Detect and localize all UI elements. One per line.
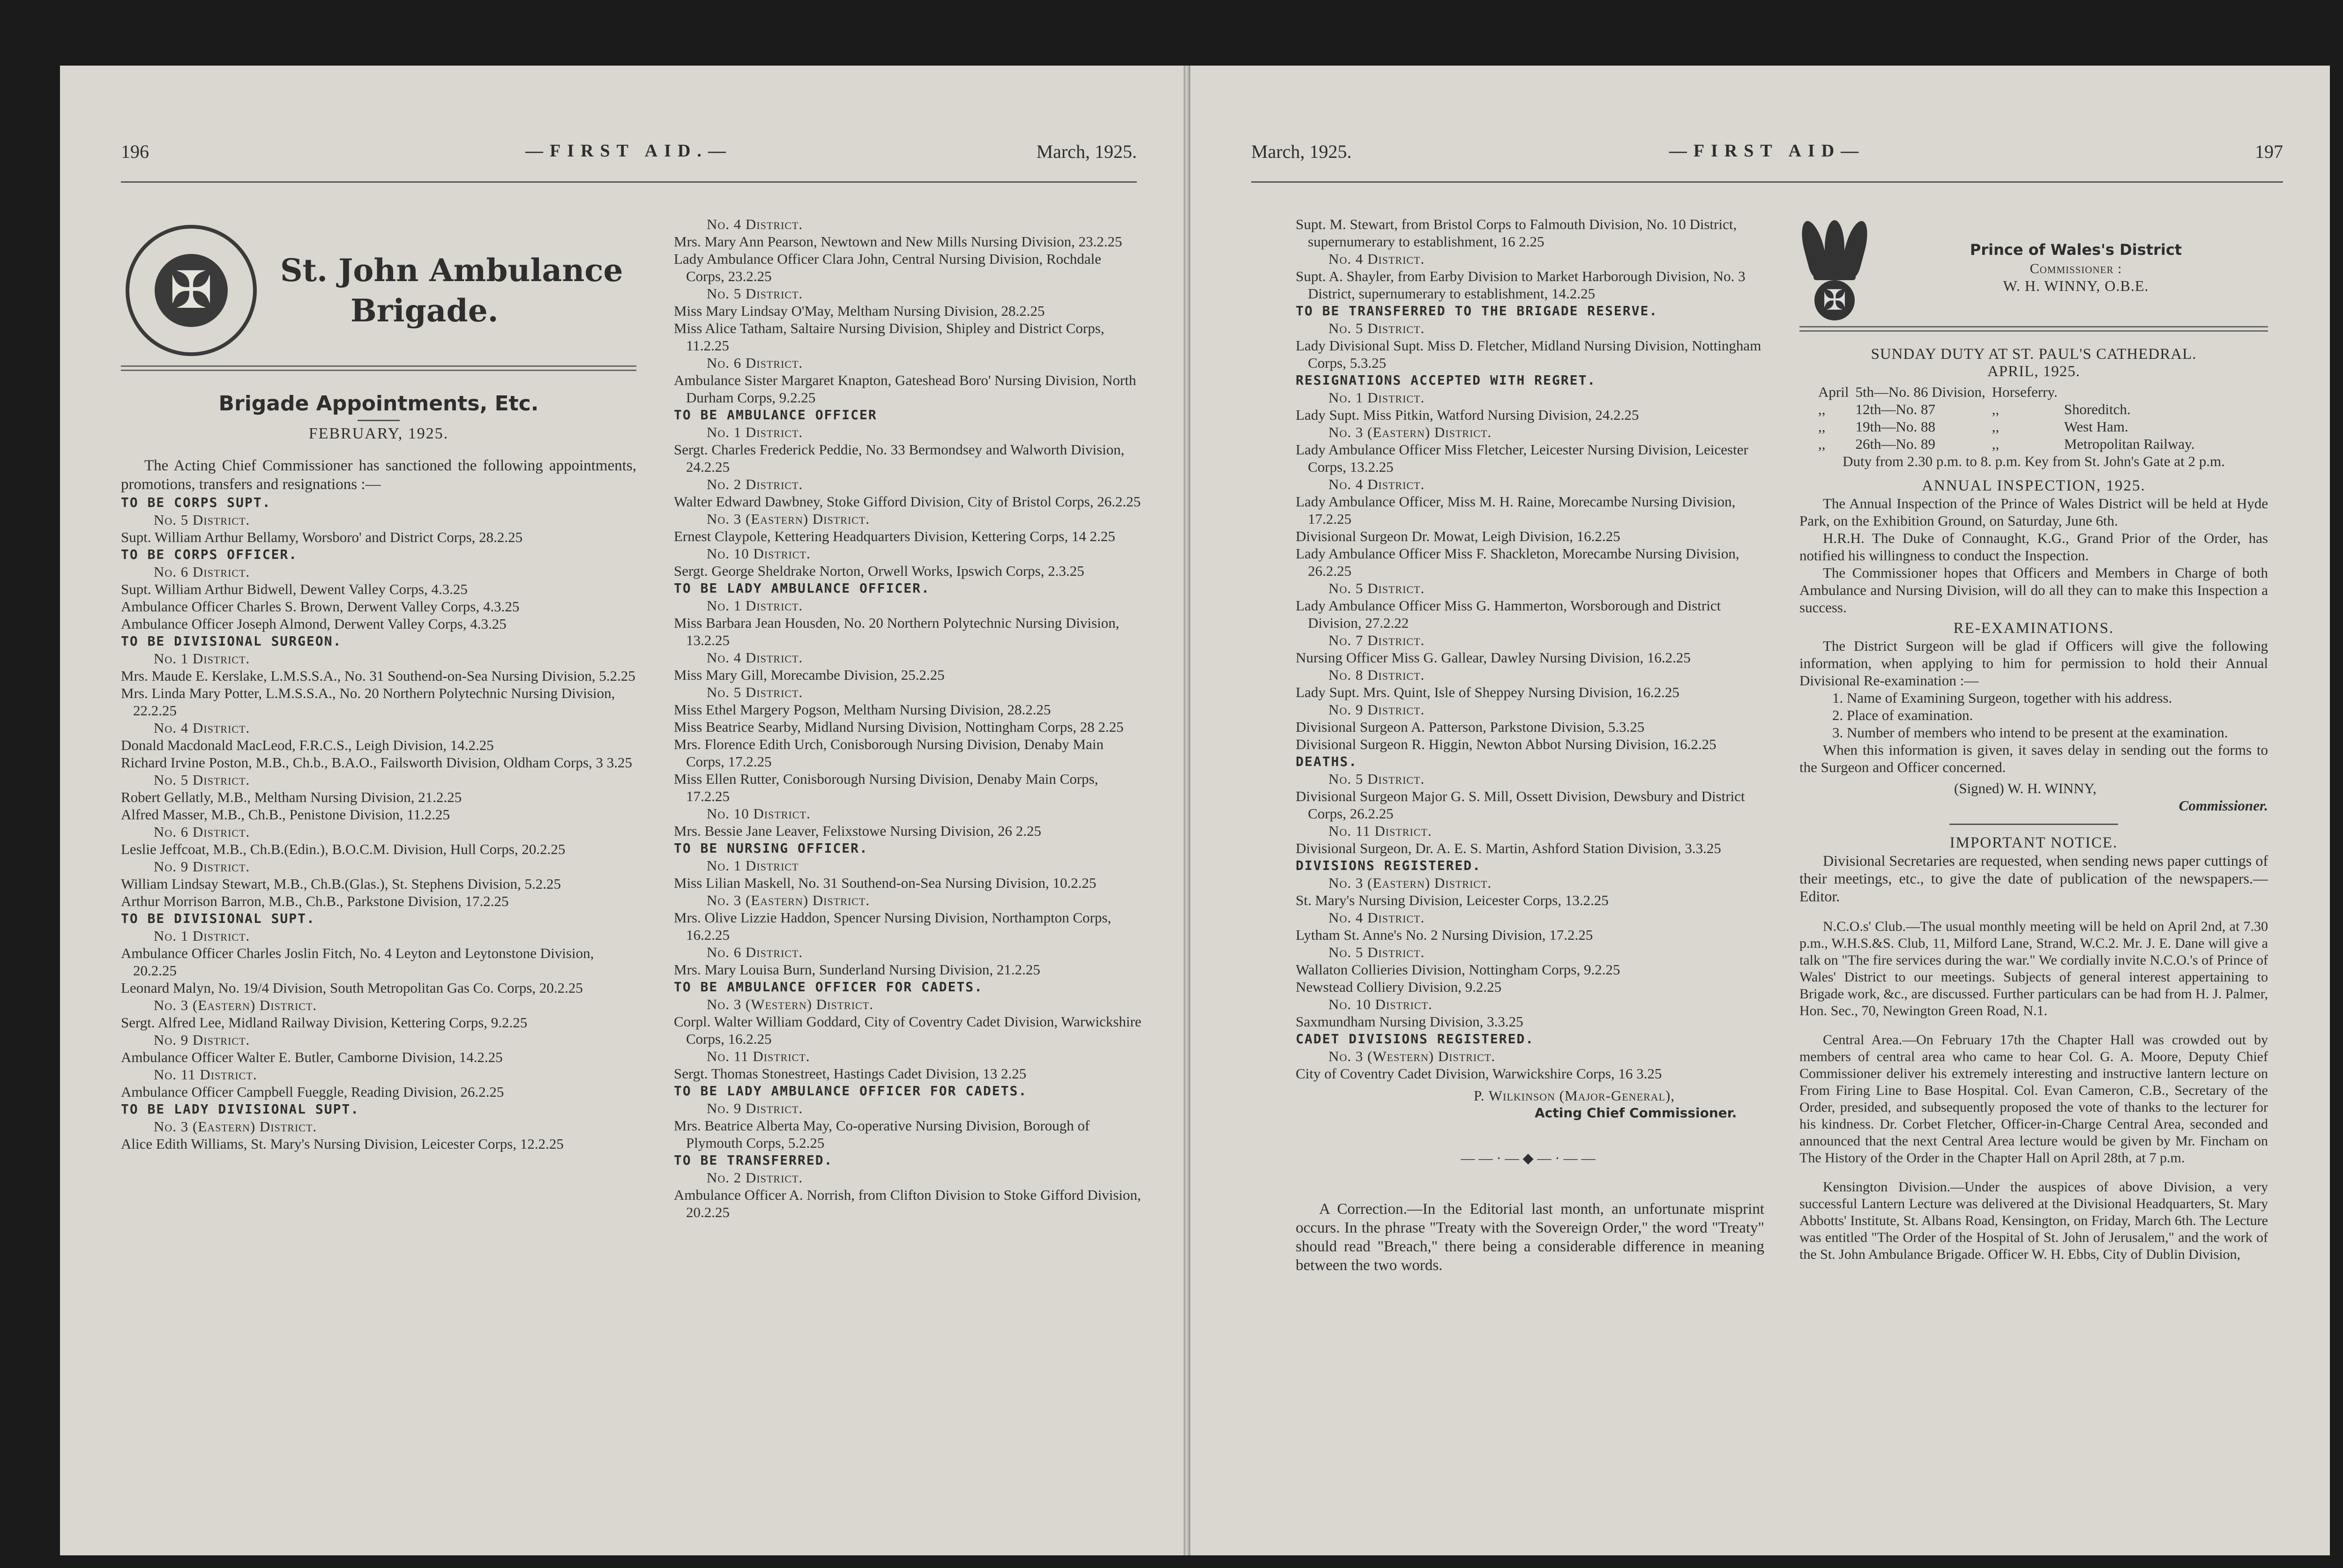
district-label: No. 5 District. xyxy=(154,512,250,528)
appointment-entry: Wallaton Collieries Division, Nottingham Corps, 9.2.25 xyxy=(1296,961,1620,978)
appointment-entry: Divisional Surgeon Dr. Mowat, Leigh Division, 16.2.25 xyxy=(1296,528,1620,544)
category-heading: DEATHS. xyxy=(1296,754,1358,769)
district-label: No. 5 District. xyxy=(1328,771,1425,787)
duty-cell: April xyxy=(1818,384,1849,400)
district-label: No. 11 District. xyxy=(1328,823,1432,839)
appointment-entry: Mrs. Olive Lizzie Haddon, Spencer Nursing Division, Northampton Corps, 16.2.25 xyxy=(674,909,1112,943)
category-heading: TO BE AMBULANCE OFFICER FOR CADETS. xyxy=(674,979,984,995)
district-label: No. 5 District. xyxy=(707,684,803,700)
duty-cell: 26th—No. 89 xyxy=(1855,436,1935,452)
appointment-entry: Supt. William Arthur Bellamy, Worsboro' and District Corps, 28.2.25 xyxy=(121,529,523,545)
district-label: No. 11 District. xyxy=(154,1066,257,1083)
commissioner-name: W. H. WINNY, O.B.E. xyxy=(2003,277,2149,294)
appointment-entry: Miss Alice Tatham, Saltaire Nursing Division, Shipley and District Corps, 11.2.25 xyxy=(674,320,1104,354)
appointment-entry: Lady Ambulance Officer Miss G. Hammerton, Worsborough and District Division, 27.2.22 xyxy=(1296,597,1721,631)
divider xyxy=(358,420,400,421)
appointment-entry: Walter Edward Dawbney, Stoke Gifford Division, City of Bristol Corps, 26.2.25 xyxy=(674,493,1141,510)
district-header xyxy=(1799,220,2268,314)
sunday-duty-title: SUNDAY DUTY AT ST. PAUL'S CATHEDRAL. xyxy=(1871,346,2197,363)
duty-cell: 12th—No. 87 xyxy=(1855,401,1935,417)
appointment-entry: Lytham St. Anne's No. 2 Nursing Division, 17.2.25 xyxy=(1296,927,1593,943)
duty-cell: ,, xyxy=(1818,436,1826,452)
appointment-entry: Mrs. Florence Edith Urch, Conisborough Nursing Division, Denaby Main Corps, 17.2.25 xyxy=(674,736,1104,770)
divider xyxy=(1799,330,2268,332)
district-label: No. 3 (Eastern) District. xyxy=(707,511,870,527)
district-label: No. 5 District. xyxy=(1328,944,1425,960)
appointment-entry: Ambulance Officer Joseph Almond, Derwent Valley Corps, 4.3.25 xyxy=(121,616,507,632)
appointments-list xyxy=(121,494,636,1152)
category-heading: TO BE AMBULANCE OFFICER xyxy=(674,407,877,423)
reexam-paragraph: When this information is given, it saves delay in sending out the forms to the Surgeon and Officer concerned. xyxy=(1799,742,2268,775)
duty-cell: ,, xyxy=(1818,418,1826,435)
district-label: No. 3 (Eastern) District. xyxy=(1328,875,1492,891)
right-column-2 xyxy=(1799,220,2268,1263)
correction-paragraph: A Correction.—In the Editorial last month, an unfortunate misprint occurs. In the phrase "Treaty with the Sovereign Order," the word "Treaty" should read "Breach," there being a considerable difference in meaning between the two words. xyxy=(1296,1201,1764,1274)
prince-of-wales-feathers-icon: ✠ xyxy=(1799,220,1870,314)
st-john-badge-icon: ✠ xyxy=(126,225,257,356)
masthead: —FIRST AID— xyxy=(1669,141,1865,161)
issue-date: March, 1925. xyxy=(1036,141,1137,162)
left-column-1 xyxy=(121,216,636,1152)
duty-cell: ,, xyxy=(1818,401,1826,417)
reexam-item: 2. Place of examination. xyxy=(1832,707,1973,723)
district-label: No. 10 District. xyxy=(707,805,811,822)
appointment-entry: Lady Ambulance Officer Clara John, Central Nursing Division, Rochdale Corps, 23.2.25 xyxy=(674,251,1101,284)
appointment-entry: Mrs. Mary Ann Pearson, Newtown and New Mills Nursing Division, 23.2.25 xyxy=(674,233,1122,250)
district-label: No. 2 District. xyxy=(707,1169,803,1186)
appointment-entry: Divisional Surgeon Major G. S. Mill, Ossett Division, Dewsbury and District Corps, 26.2.25 xyxy=(1296,788,1745,822)
category-heading: TO BE DIVISIONAL SUPT. xyxy=(121,911,315,926)
appointment-entry: Arthur Morrison Barron, M.B., Ch.B., Parkstone Division, 17.2.25 xyxy=(121,893,509,909)
district-label: No. 1 District. xyxy=(707,597,803,614)
district-label: No. 9 District. xyxy=(154,858,250,875)
district-label: No. 4 District. xyxy=(1328,909,1425,926)
district-label: No. 3 (Western) District. xyxy=(707,996,874,1012)
appointment-entry: Lady Ambulance Officer, Miss M. H. Raine, Morecambe Nursing Division, 17.2.25 xyxy=(1296,493,1736,527)
left-column-2 xyxy=(674,216,1142,1221)
district-label: No. 5 District. xyxy=(154,772,250,788)
appointment-entry: Nursing Officer Miss G. Gallear, Dawley Nursing Division, 16.2.25 xyxy=(1296,649,1691,666)
ornament-divider: ——·—◆—·—— xyxy=(1461,1151,1599,1166)
appointments-list xyxy=(674,216,1142,1221)
appointment-entry: Donald Macdonald MacLeod, F.R.C.S., Leigh Division, 14.2.25 xyxy=(121,737,494,753)
district-label: No. 4 District. xyxy=(1328,476,1425,492)
masthead: —FIRST AID.— xyxy=(525,141,732,161)
reexam-item: 3. Number of members who intend to be present at the examination. xyxy=(1832,724,2228,741)
appointment-entry: Lady Supt. Miss Pitkin, Watford Nursing Division, 24.2.25 xyxy=(1296,407,1639,423)
brigade-header xyxy=(126,225,636,356)
appointment-entry: Ambulance Officer Charles Joslin Fitch, No. 4 Leyton and Leytonstone Division, 20.2.25 xyxy=(121,945,594,979)
appointment-entry: Divisional Surgeon, Dr. A. E. S. Martin, Ashford Station Division, 3.3.25 xyxy=(1296,840,1721,856)
duty-table xyxy=(1818,383,2201,453)
kensington-paragraph: Kensington Division.—Under the auspices of above Division, a very successful Lantern Lecture was delivered at the Divisional Headquarters, St. Mary Abbotts' Institute, St. Albans Road, Kensington, on Friday, March 6th. The Lecture was entitled "The Order of the Hospital of St. John of Jerusalem," and the work of the St. John Ambulance Brigade. Officer W. H. Ebbs, City of Dublin Division, xyxy=(1799,1179,2268,1262)
appointment-entry: Leslie Jeffcoat, M.B., Ch.B.(Edin.), B.O.C.M. Division, Hull Corps, 20.2.25 xyxy=(121,841,566,857)
category-heading: TO BE CORPS SUPT. xyxy=(121,495,271,510)
section-title: Brigade Appointments, Etc. xyxy=(218,392,539,416)
appointment-entry: Miss Lilian Maskell, No. 31 Southend-on-Sea Nursing Division, 10.2.25 xyxy=(674,875,1097,891)
appointment-entry: Ambulance Officer Campbell Fueggle, Reading Division, 26.2.25 xyxy=(121,1084,504,1100)
appointment-entry: Ambulance Sister Margaret Knapton, Gateshead Boro' Nursing Division, North Durham Corps, 9.2.25 xyxy=(674,372,1136,406)
category-heading: TO BE CORPS OFFICER. xyxy=(121,547,298,562)
appointment-entry: Sergt. George Sheldrake Norton, Orwell Works, Ipswich Corps, 2.3.25 xyxy=(674,563,1084,579)
appointment-entry: Ambulance Officer Walter E. Butler, Camborne Division, 14.2.25 xyxy=(121,1049,503,1065)
appointment-entry: Sergt. Charles Frederick Peddie, No. 33 Bermondsey and Walworth Division, 24.2.25 xyxy=(674,441,1125,475)
appointment-entry: Corpl. Walter William Goddard, City of Coventry Cadet Division, Warwickshire Corps, 16.2.25 xyxy=(674,1013,1142,1047)
district-label: No. 4 District. xyxy=(707,649,803,666)
district-label: No. 1 District xyxy=(707,857,799,874)
duty-row xyxy=(1818,383,2201,401)
intro-paragraph: The Acting Chief Commissioner has sanctioned the following appointments, promotions, transfers and resignations :— xyxy=(121,457,636,493)
inspection-paragraph: H.R.H. The Duke of Connaught, K.G., Grand Prior of the Order, has notified his willingness to conduct the Inspection. xyxy=(1799,530,2268,564)
signature-title: Acting Chief Commissioner. xyxy=(1535,1105,1737,1121)
reexam-item: 1. Name of Examining Surgeon, together with his address. xyxy=(1832,690,2172,706)
district-label: No. 5 District. xyxy=(707,285,803,302)
reexam-list xyxy=(1799,689,2268,741)
duty-cell: 5th—No. 86 Division, xyxy=(1855,384,1985,400)
book-spine xyxy=(1184,66,1190,1555)
district-title-block xyxy=(1884,239,2268,295)
district-label: No. 9 District. xyxy=(1328,701,1425,718)
district-label: No. 6 District. xyxy=(154,824,250,840)
reexam-title: RE-EXAMINATIONS. xyxy=(1953,620,2114,637)
category-heading: TO BE LADY DIVISIONAL SUPT. xyxy=(121,1101,360,1117)
district-label: No. 1 District. xyxy=(707,424,803,440)
appointment-entry: City of Coventry Cadet Division, Warwickshire Corps, 16 3.25 xyxy=(1296,1065,1662,1082)
district-label: No. 6 District. xyxy=(707,355,803,371)
duty-note: Duty from 2.30 p.m. to 8. p.m. Key from St. John's Gate at 2 p.m. xyxy=(1843,453,2225,469)
appointment-entry: Richard Irvine Poston, M.B., Ch.b., B.A.O., Failsworth Division, Oldham Corps, 3 3.25 xyxy=(121,754,633,771)
notice-title: IMPORTANT NOTICE. xyxy=(1949,834,2118,851)
duty-row xyxy=(1818,435,2201,453)
appointment-entry: Lady Supt. Mrs. Quint, Isle of Sheppey Nursing Division, 16.2.25 xyxy=(1296,684,1679,700)
district-label: No. 1 District. xyxy=(154,928,250,944)
appointment-entry: Miss Mary Lindsay O'May, Meltham Nursing Division, 28.2.25 xyxy=(674,303,1045,319)
appointment-entry: Mrs. Linda Mary Potter, L.M.S.S.A., No. 20 Northern Polytechnic Nursing Division, 22.2.25 xyxy=(121,685,615,719)
district-label: No. 4 District. xyxy=(154,720,250,736)
appointment-entry: Saxmundham Nursing Division, 3.3.25 xyxy=(1296,1013,1523,1030)
district-label: No. 3 (Eastern) District. xyxy=(707,892,870,908)
brand-title: St. John Ambulance Brigade. xyxy=(280,252,623,329)
category-heading: CADET DIVISIONS REGISTERED. xyxy=(1296,1031,1535,1047)
commissioner-label: Commissioner : xyxy=(2030,261,2122,276)
category-heading: TO BE TRANSFERRED. xyxy=(674,1152,833,1168)
appointment-entry: Supt. William Arthur Bidwell, Dewent Valley Corps, 4.3.25 xyxy=(121,581,468,597)
district-label: No. 3 (Eastern) District. xyxy=(1328,424,1492,440)
inspection-paragraph: The Commissioner hopes that Officers and Members in Charge of both Ambulance and Nursing Division, will do all they can to make this Inspection a success. xyxy=(1799,565,2268,616)
district-label: No. 6 District. xyxy=(154,564,250,580)
appointment-entry: Divisional Surgeon A. Patterson, Parkstone Division, 5.3.25 xyxy=(1296,719,1645,735)
right-page xyxy=(1190,66,2330,1555)
appointment-entry: Mrs. Beatrice Alberta May, Co-operative Nursing Division, Borough of Plymouth Corps, 5.2.25 xyxy=(674,1117,1090,1151)
duty-cell: West Ham. xyxy=(2064,418,2128,435)
category-heading: TO BE LADY AMBULANCE OFFICER. xyxy=(674,580,930,596)
nco-club-paragraph: N.C.O.s' Club.—The usual monthly meeting will be held on April 2nd, at 7.30 p.m., W.H.S.&S. Club, 11, Milford Lane, Strand, W.C.2. Mr. J. E. Dane will give a talk on "The fire services during the war." We cordially invite N.C.O.'s of Prince of Wales' District to our meetings. Subjects of general interest appertaining to Brigade work, &c., are discussed. Further particulars can be had from H. J. Palmer, Hon. Sec., 70, Newington Green Road, N.1. xyxy=(1799,919,2268,1018)
notice-text: Divisional Secretaries are requested, when sending news paper cuttings of their meetings, etc., to give the date of publication of the newspapers.—Editor. xyxy=(1799,852,2268,905)
district-label: No. 3 (Eastern) District. xyxy=(154,1118,317,1135)
reexam-paragraph: The District Surgeon will be glad if Officers will give the following information, when applying to him for permission to hold their Annual Divisional Re-examination :— xyxy=(1799,638,2268,689)
district-label: No. 9 District. xyxy=(154,1032,250,1048)
category-heading: DIVISIONS REGISTERED. xyxy=(1296,858,1482,873)
duty-cell: Horseferry. xyxy=(1992,384,2058,400)
district-label: No. 10 District. xyxy=(707,545,811,562)
signature-name: P. Wilkinson (Major-General), xyxy=(1474,1087,1675,1104)
appointment-entry: Miss Mary Gill, Morecambe Division, 25.2.25 xyxy=(674,667,945,683)
appointment-entry: St. Mary's Nursing Division, Leicester Corps, 13.2.25 xyxy=(1296,892,1609,908)
issue-date: March, 1925. xyxy=(1251,141,1352,162)
district-label: No. 5 District. xyxy=(1328,580,1425,596)
inspection-title: ANNUAL INSPECTION, 1925. xyxy=(1922,477,2146,494)
appointment-entry: Alfred Masser, M.B., Ch.B., Penistone Division, 11.2.25 xyxy=(121,806,450,823)
district-label: No. 7 District. xyxy=(1328,632,1425,648)
district-label: No. 10 District. xyxy=(1328,996,1433,1012)
appointment-entry: Miss Ethel Margery Pogson, Meltham Nursing Division, 28.2.25 xyxy=(674,701,1051,718)
district-label: No. 1 District. xyxy=(1328,389,1425,406)
category-heading: TO BE TRANSFERRED TO THE BRIGADE RESERVE. xyxy=(1296,303,1658,319)
sunday-duty-month: APRIL, 1925. xyxy=(1987,363,2081,380)
left-page xyxy=(60,66,1184,1555)
page-number: 197 xyxy=(2255,141,2283,162)
appointment-entry: Ernest Claypole, Kettering Headquarters Division, Kettering Corps, 14 2.25 xyxy=(674,528,1115,544)
duty-row xyxy=(1818,418,2201,435)
appointment-entry: Supt. M. Stewart, from Bristol Corps to Falmouth Division, No. 10 District, supernumerary to establishment, 16 2.25 xyxy=(1296,216,1737,250)
appointment-entry: Lady Ambulance Officer Miss F. Shackleton, Morecambe Nursing Division, 26.2.25 xyxy=(1296,545,1739,579)
category-heading: RESIGNATIONS ACCEPTED WITH REGRET. xyxy=(1296,372,1597,388)
duty-cell: ,, xyxy=(1992,418,2000,435)
appointment-entry: Sergt. Alfred Lee, Midland Railway Division, Kettering Corps, 9.2.25 xyxy=(121,1014,528,1031)
signed-line: (Signed) W. H. WINNY, xyxy=(1954,780,2097,796)
running-head-left xyxy=(121,112,1137,183)
district-label: No. 2 District. xyxy=(707,476,803,492)
appointment-entry: Mrs. Mary Louisa Burn, Sunderland Nursing Division, 21.2.25 xyxy=(674,961,1040,978)
appointment-entry: Supt. A. Shayler, from Earby Division to Market Harborough Division, No. 3 District, supernumerary to establishment, 14.2.25 xyxy=(1296,268,1746,302)
duty-cell: Metropolitan Railway. xyxy=(2064,436,2195,452)
page-number: 196 xyxy=(121,141,149,162)
divider xyxy=(1949,824,2118,825)
district-label: No. 3 (Western) District. xyxy=(1328,1048,1496,1064)
right-column-1 xyxy=(1296,216,1764,1275)
appointment-entry: Leonard Malyn, No. 19/4 Division, South Metropolitan Gas Co. Corps, 20.2.25 xyxy=(121,980,583,996)
appointment-entry: Miss Beatrice Searby, Midland Nursing Division, Nottingham Corps, 28 2.25 xyxy=(674,719,1124,735)
district-label: No. 9 District. xyxy=(707,1100,803,1116)
divider xyxy=(1799,326,2268,327)
appointment-entry: Lady Divisional Supt. Miss D. Fletcher, Midland Nursing Division, Nottingham Corps, 5.3.25 xyxy=(1296,337,1761,371)
inspection-paragraph: The Annual Inspection of the Prince of Wales District will be held at Hyde Park, on the Exhibition Ground, on Saturday, June 6th. xyxy=(1799,495,2268,529)
appointment-entry: Miss Ellen Rutter, Conisborough Nursing Division, Denaby Main Corps, 17.2.25 xyxy=(674,771,1098,804)
appointment-entry: Alice Edith Williams, St. Mary's Nursing Division, Leicester Corps, 12.2.25 xyxy=(121,1136,564,1152)
category-heading: TO BE LADY AMBULANCE OFFICER FOR CADETS. xyxy=(674,1083,1028,1099)
appointments-list xyxy=(1296,216,1764,1082)
district-label: No. 1 District. xyxy=(154,650,250,667)
duty-cell: 19th—No. 88 xyxy=(1855,418,1935,435)
appointment-entry: Mrs. Maude E. Kerslake, L.M.S.S.A., No. 31 Southend-on-Sea Nursing Division, 5.2.25 xyxy=(121,668,635,684)
district-label: No. 4 District. xyxy=(1328,251,1425,267)
central-area-paragraph: Central Area.—On February 17th the Chapter Hall was crowded out by members of central area who came to hear Col. G. A. Moore, Deputy Chief Commissioner deliver his extremely interesting and instructive lantern lecture on From Firing Line to Base Hospital. Col. Evan Cameron, C.B., Secretary of the Order, presided, and subsequently proposed the vote of thanks to the lecturer for his kindness. Dr. Corbet Fletcher, Officer-in-Charge Central Area, seconded and announced that the next Central Area lecture would be given by Mr. Fincham on The History of the Order in the Chapter Hall on April 28th, at 7 p.m. xyxy=(1799,1032,2268,1166)
appointment-entry: William Lindsay Stewart, M.B., Ch.B.(Glas.), St. Stephens Division, 5.2.25 xyxy=(121,876,561,892)
duty-cell: ,, xyxy=(1992,436,2000,452)
duty-cell: ,, xyxy=(1992,401,2000,417)
divider xyxy=(121,370,636,371)
category-heading: TO BE NURSING OFFICER. xyxy=(674,840,868,856)
district-label: No. 11 District. xyxy=(707,1048,810,1064)
divider xyxy=(121,365,636,367)
appointment-entry: Lady Ambulance Officer Miss Fletcher, Leicester Nursing Division, Leicester Corps, 13.2.25 xyxy=(1296,441,1748,475)
appointment-entry: Ambulance Officer Charles S. Brown, Derwent Valley Corps, 4.3.25 xyxy=(121,598,520,615)
signed-title: Commissioner. xyxy=(2179,797,2268,814)
appointment-entry: Miss Barbara Jean Housden, No. 20 Northern Polytechnic Nursing Division, 13.2.25 xyxy=(674,615,1119,648)
district-label: No. 6 District. xyxy=(707,944,803,960)
district-label: No. 4 District. xyxy=(707,216,803,232)
district-label: No. 5 District. xyxy=(1328,320,1425,336)
appointment-entry: Newstead Colliery Division, 9.2.25 xyxy=(1296,979,1502,995)
appointment-entry: Sergt. Thomas Stonestreet, Hastings Cadet Division, 13 2.25 xyxy=(674,1065,1027,1082)
section-date: FEBRUARY, 1925. xyxy=(308,425,449,442)
running-head-right xyxy=(1251,112,2283,183)
district-label: No. 8 District. xyxy=(1328,667,1425,683)
appointment-entry: Robert Gellatly, M.B., Meltham Nursing Division, 21.2.25 xyxy=(121,789,462,805)
district-title: Prince of Wales's District xyxy=(1970,241,2182,259)
appointment-entry: Divisional Surgeon R. Higgin, Newton Abbot Nursing Division, 16.2.25 xyxy=(1296,736,1716,752)
appointment-entry: Ambulance Officer A. Norrish, from Clifton Division to Stoke Gifford Division, 20.2.25 xyxy=(674,1187,1141,1220)
duty-row xyxy=(1818,401,2201,418)
duty-cell: Shoreditch. xyxy=(2064,401,2131,417)
category-heading: TO BE DIVISIONAL SURGEON. xyxy=(121,633,342,649)
appointment-entry: Mrs. Bessie Jane Leaver, Felixstowe Nursing Division, 26 2.25 xyxy=(674,823,1041,839)
district-label: No. 3 (Eastern) District. xyxy=(154,997,317,1013)
